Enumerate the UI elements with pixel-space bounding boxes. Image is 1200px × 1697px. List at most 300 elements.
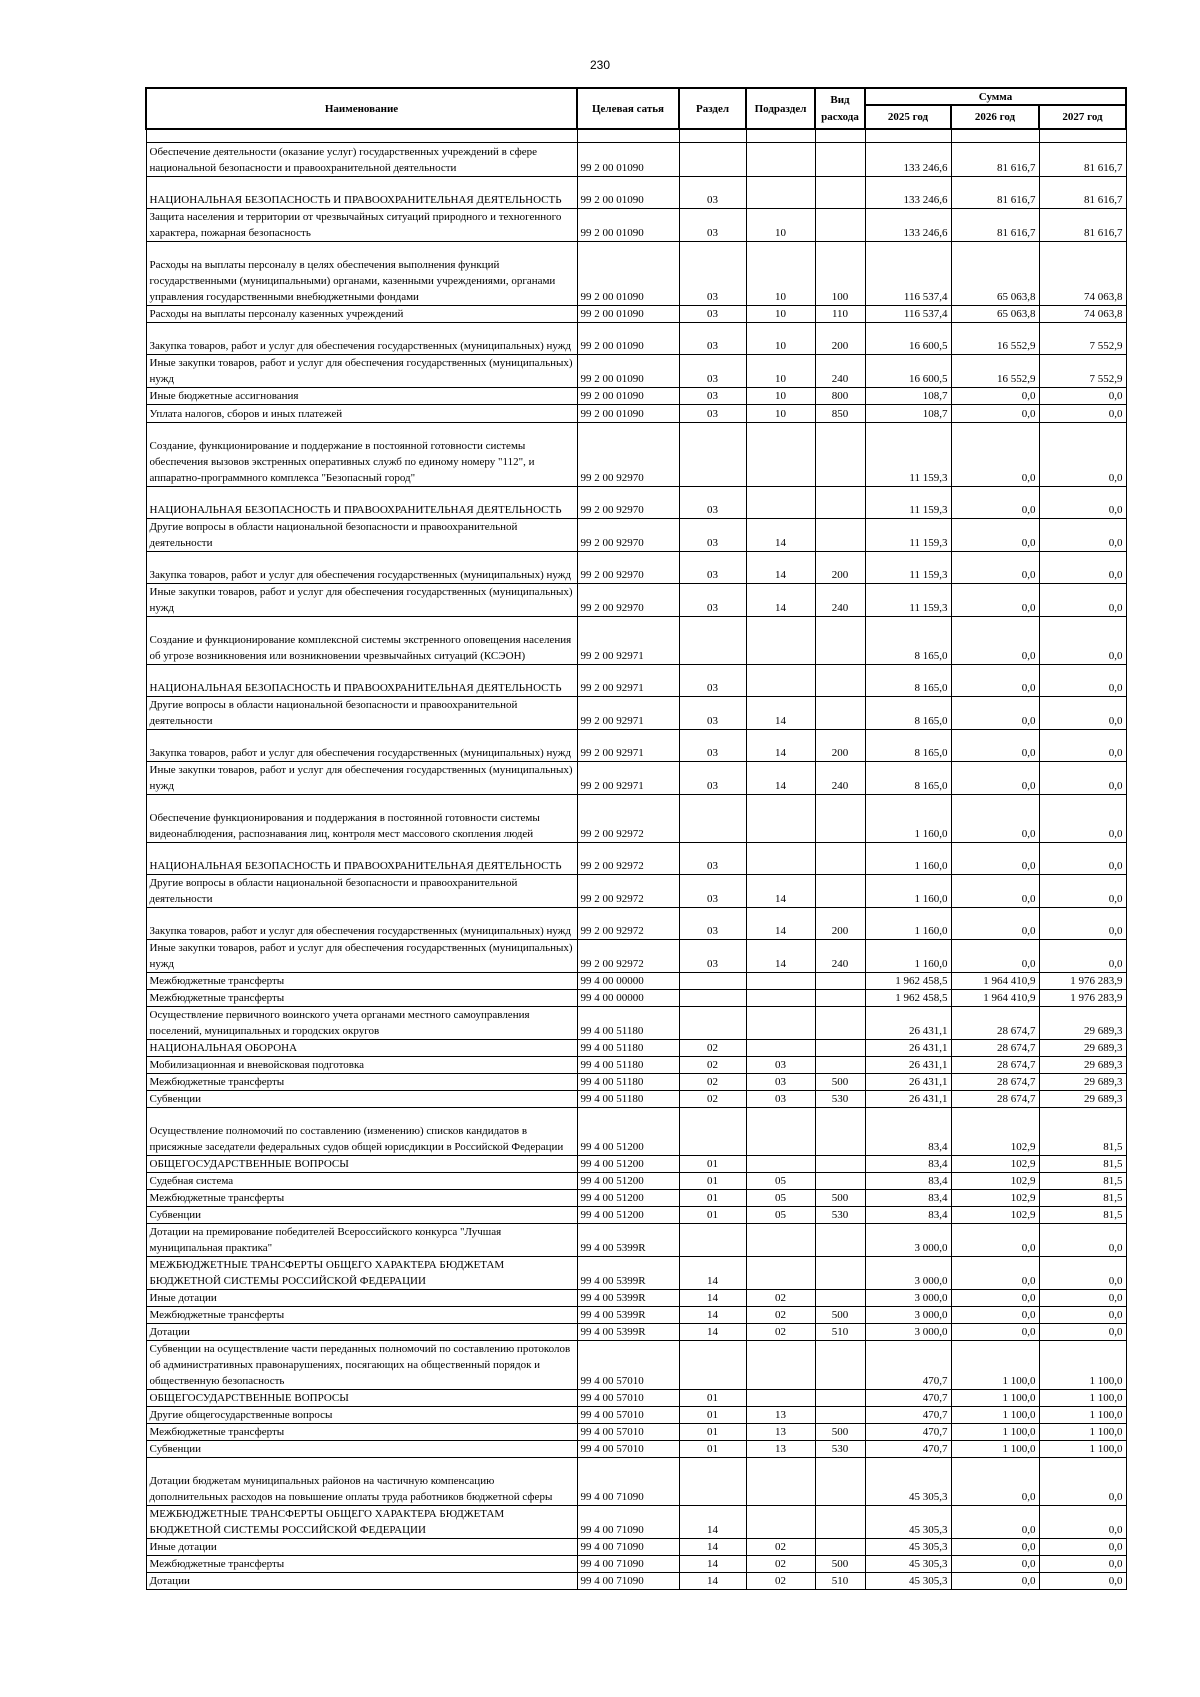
row-subsection: 02 (746, 1556, 815, 1573)
row-expense-type: 110 (815, 306, 865, 323)
row-expense-type (815, 617, 865, 665)
row-section: 03 (679, 405, 746, 423)
row-target-code: 99 4 00 71090 (577, 1556, 679, 1573)
row-section: 14 (679, 1307, 746, 1324)
row-expense-type (815, 1173, 865, 1190)
row-name: Закупка товаров, работ и услуг для обеспечения государственных (муниципальных) нужд (146, 908, 577, 940)
table-row (146, 1108, 1126, 1156)
row-section: 02 (679, 1057, 746, 1074)
table-row (146, 1424, 1126, 1441)
row-name: Субвенции (146, 1207, 577, 1224)
row-section: 02 (679, 1074, 746, 1091)
row-sum-2027: 81,5 (1039, 1108, 1126, 1156)
table-row (146, 552, 1126, 584)
row-expense-type (815, 1539, 865, 1556)
row-subsection: 13 (746, 1441, 815, 1458)
row-section: 14 (679, 1290, 746, 1307)
row-name: Иные дотации (146, 1290, 577, 1307)
row-section: 03 (679, 908, 746, 940)
row-target-code: 99 4 00 57010 (577, 1424, 679, 1441)
row-name: Закупка товаров, работ и услуг для обеспечения государственных (муниципальных) нужд (146, 552, 577, 584)
row-expense-type: 100 (815, 242, 865, 306)
header-2026: 2026 год (951, 105, 1039, 129)
table-row (146, 405, 1126, 423)
row-expense-type (815, 1458, 865, 1506)
row-expense-type (815, 697, 865, 730)
row-name: ОБЩЕГОСУДАРСТВЕННЫЕ ВОПРОСЫ (146, 1390, 577, 1407)
row-section (679, 617, 746, 665)
row-sum-2025: 16 600,5 (865, 355, 951, 388)
row-subsection: 13 (746, 1424, 815, 1441)
row-sum-2027: 1 100,0 (1039, 1390, 1126, 1407)
row-section: 01 (679, 1207, 746, 1224)
row-expense-type (815, 1390, 865, 1407)
row-name: Расходы на выплаты персоналу казенных учреждений (146, 306, 577, 323)
row-sum-2027: 81,5 (1039, 1207, 1126, 1224)
row-name: Субвенции (146, 1441, 577, 1458)
table-row (146, 1341, 1126, 1390)
row-section: 14 (679, 1257, 746, 1290)
row-sum-2025: 8 165,0 (865, 665, 951, 697)
row-target-code: 99 2 00 92971 (577, 730, 679, 762)
table-row (146, 1390, 1126, 1407)
row-sum-2026: 0,0 (951, 1257, 1039, 1290)
row-sum-2027: 81,5 (1039, 1190, 1126, 1207)
row-sum-2026: 28 674,7 (951, 1040, 1039, 1057)
row-sum-2026: 28 674,7 (951, 1074, 1039, 1091)
row-subsection: 14 (746, 875, 815, 908)
row-sum-2026: 0,0 (951, 762, 1039, 795)
row-expense-type (815, 795, 865, 843)
table-gap-row (146, 129, 1126, 143)
row-section: 01 (679, 1390, 746, 1407)
row-target-code: 99 2 00 92970 (577, 584, 679, 617)
row-subsection (746, 1341, 815, 1390)
table-row (146, 795, 1126, 843)
row-name: Дотации (146, 1324, 577, 1341)
row-subsection: 10 (746, 209, 815, 242)
row-expense-type (815, 1224, 865, 1257)
row-section: 14 (679, 1506, 746, 1539)
row-sum-2026: 28 674,7 (951, 1007, 1039, 1040)
row-expense-type (815, 875, 865, 908)
row-sum-2026: 0,0 (951, 843, 1039, 875)
row-sum-2027: 0,0 (1039, 1458, 1126, 1506)
row-sum-2027: 81 616,7 (1039, 177, 1126, 209)
row-section: 01 (679, 1407, 746, 1424)
row-section: 03 (679, 355, 746, 388)
header-name: Наименование (146, 88, 577, 129)
row-expense-type: 850 (815, 405, 865, 423)
row-sum-2025: 470,7 (865, 1424, 951, 1441)
row-sum-2026: 81 616,7 (951, 177, 1039, 209)
row-sum-2025: 116 537,4 (865, 306, 951, 323)
row-sum-2025: 3 000,0 (865, 1324, 951, 1341)
table-row (146, 1506, 1126, 1539)
row-name: Создание, функционирование и поддержание в постоянной готовности системы обеспечения вызовов экстренных оперативных служб по единому номеру "112", и аппаратно-программного комплекса "Безопасный город" (146, 423, 577, 487)
row-sum-2026: 0,0 (951, 487, 1039, 519)
row-expense-type: 500 (815, 1307, 865, 1324)
row-sum-2027: 0,0 (1039, 405, 1126, 423)
row-sum-2027: 29 689,3 (1039, 1074, 1126, 1091)
row-name: НАЦИОНАЛЬНАЯ БЕЗОПАСНОСТЬ И ПРАВООХРАНИТЕЛЬНАЯ ДЕЯТЕЛЬНОСТЬ (146, 487, 577, 519)
row-sum-2027: 0,0 (1039, 388, 1126, 405)
row-sum-2027: 7 552,9 (1039, 355, 1126, 388)
row-name: Иные закупки товаров, работ и услуг для обеспечения государственных (муниципальных) нужд (146, 584, 577, 617)
row-sum-2026: 0,0 (951, 1324, 1039, 1341)
row-sum-2025: 11 159,3 (865, 487, 951, 519)
row-sum-2027: 81 616,7 (1039, 209, 1126, 242)
header-2027: 2027 год (1039, 105, 1126, 129)
row-subsection (746, 665, 815, 697)
row-expense-type: 530 (815, 1207, 865, 1224)
row-sum-2025: 1 160,0 (865, 795, 951, 843)
row-expense-type (815, 1007, 865, 1040)
row-subsection: 03 (746, 1091, 815, 1108)
table-row (146, 1257, 1126, 1290)
row-section (679, 990, 746, 1007)
row-target-code: 99 4 00 71090 (577, 1506, 679, 1539)
row-target-code: 99 4 00 71090 (577, 1458, 679, 1506)
row-sum-2026: 81 616,7 (951, 209, 1039, 242)
row-expense-type (815, 487, 865, 519)
row-sum-2025: 83,4 (865, 1108, 951, 1156)
row-expense-type (815, 1156, 865, 1173)
row-name: Дотации бюджетам муниципальных районов на частичную компенсацию дополнительных расходов на повышение оплаты труда работников бюджетной сферы (146, 1458, 577, 1506)
row-sum-2025: 1 160,0 (865, 875, 951, 908)
row-section: 14 (679, 1573, 746, 1590)
table-row (146, 1458, 1126, 1506)
row-sum-2026: 0,0 (951, 1458, 1039, 1506)
row-target-code: 99 4 00 51200 (577, 1156, 679, 1173)
row-section: 03 (679, 209, 746, 242)
row-target-code: 99 2 00 01090 (577, 388, 679, 405)
row-sum-2027: 0,0 (1039, 843, 1126, 875)
row-sum-2025: 1 962 458,5 (865, 973, 951, 990)
table-row (146, 617, 1126, 665)
row-subsection: 10 (746, 306, 815, 323)
table-row (146, 665, 1126, 697)
row-name: Закупка товаров, работ и услуг для обеспечения государственных (муниципальных) нужд (146, 730, 577, 762)
row-sum-2025: 26 431,1 (865, 1091, 951, 1108)
row-name: Иные закупки товаров, работ и услуг для обеспечения государственных (муниципальных) нужд (146, 940, 577, 973)
row-expense-type: 500 (815, 1074, 865, 1091)
row-target-code: 99 2 00 92970 (577, 423, 679, 487)
row-expense-type: 240 (815, 584, 865, 617)
row-sum-2025: 11 159,3 (865, 584, 951, 617)
row-sum-2026: 28 674,7 (951, 1057, 1039, 1074)
row-section: 03 (679, 306, 746, 323)
row-target-code: 99 4 00 51180 (577, 1074, 679, 1091)
row-section: 03 (679, 875, 746, 908)
row-subsection (746, 143, 815, 177)
row-subsection: 14 (746, 584, 815, 617)
row-sum-2025: 26 431,1 (865, 1074, 951, 1091)
table-row (146, 697, 1126, 730)
row-expense-type: 200 (815, 908, 865, 940)
row-sum-2025: 16 600,5 (865, 323, 951, 355)
row-sum-2025: 8 165,0 (865, 730, 951, 762)
row-sum-2025: 45 305,3 (865, 1539, 951, 1556)
table-row (146, 1173, 1126, 1190)
table-row (146, 209, 1126, 242)
table-row (146, 973, 1126, 990)
row-target-code: 99 4 00 51200 (577, 1207, 679, 1224)
row-subsection (746, 1458, 815, 1506)
row-sum-2025: 11 159,3 (865, 519, 951, 552)
row-sum-2027: 0,0 (1039, 1556, 1126, 1573)
row-sum-2025: 8 165,0 (865, 762, 951, 795)
row-sum-2026: 16 552,9 (951, 323, 1039, 355)
row-sum-2026: 1 100,0 (951, 1341, 1039, 1390)
row-section: 14 (679, 1539, 746, 1556)
row-name: НАЦИОНАЛЬНАЯ БЕЗОПАСНОСТЬ И ПРАВООХРАНИТЕЛЬНАЯ ДЕЯТЕЛЬНОСТЬ (146, 843, 577, 875)
row-name: Дотации (146, 1573, 577, 1590)
row-expense-type: 240 (815, 355, 865, 388)
row-target-code: 99 2 00 92972 (577, 795, 679, 843)
row-sum-2025: 26 431,1 (865, 1057, 951, 1074)
row-sum-2026: 65 063,8 (951, 306, 1039, 323)
row-subsection: 03 (746, 1057, 815, 1074)
row-name: Защита населения и территории от чрезвычайных ситуаций природного и техногенного характера, пожарная безопасность (146, 209, 577, 242)
row-sum-2026: 1 964 410,9 (951, 990, 1039, 1007)
row-subsection (746, 1156, 815, 1173)
row-sum-2027: 74 063,8 (1039, 306, 1126, 323)
row-name: Иные закупки товаров, работ и услуг для обеспечения государственных (муниципальных) нужд (146, 762, 577, 795)
row-target-code: 99 4 00 57010 (577, 1441, 679, 1458)
row-name: Иные бюджетные ассигнования (146, 388, 577, 405)
row-target-code: 99 2 00 92972 (577, 875, 679, 908)
row-name: Межбюджетные трансферты (146, 1556, 577, 1573)
row-target-code: 99 2 00 92972 (577, 940, 679, 973)
row-section: 03 (679, 665, 746, 697)
row-expense-type (815, 1341, 865, 1390)
table-row (146, 584, 1126, 617)
row-expense-type: 510 (815, 1324, 865, 1341)
row-target-code: 99 2 00 01090 (577, 355, 679, 388)
row-section: 03 (679, 323, 746, 355)
row-sum-2027: 0,0 (1039, 1539, 1126, 1556)
row-section (679, 795, 746, 843)
row-subsection: 02 (746, 1307, 815, 1324)
table-row (146, 306, 1126, 323)
row-sum-2026: 0,0 (951, 519, 1039, 552)
row-sum-2027: 0,0 (1039, 617, 1126, 665)
row-section: 03 (679, 242, 746, 306)
row-expense-type (815, 843, 865, 875)
row-sum-2025: 83,4 (865, 1156, 951, 1173)
header-target: Целевая сатья (577, 88, 679, 129)
row-sum-2027: 0,0 (1039, 1506, 1126, 1539)
row-sum-2025: 133 246,6 (865, 143, 951, 177)
row-target-code: 99 2 00 92970 (577, 552, 679, 584)
row-sum-2025: 470,7 (865, 1390, 951, 1407)
row-subsection (746, 973, 815, 990)
row-sum-2026: 0,0 (951, 405, 1039, 423)
table-row (146, 843, 1126, 875)
table-row (146, 1307, 1126, 1324)
row-name: Другие вопросы в области национальной безопасности и правоохранительной деятельности (146, 519, 577, 552)
row-expense-type (815, 519, 865, 552)
row-sum-2026: 0,0 (951, 388, 1039, 405)
header-expense-type: Вид расхода (815, 88, 865, 129)
row-expense-type (815, 423, 865, 487)
row-subsection: 02 (746, 1573, 815, 1590)
row-subsection: 10 (746, 323, 815, 355)
row-expense-type (815, 177, 865, 209)
row-name: Другие вопросы в области национальной безопасности и правоохранительной деятельности (146, 875, 577, 908)
row-sum-2026: 1 100,0 (951, 1441, 1039, 1458)
row-name: Межбюджетные трансферты (146, 1307, 577, 1324)
row-name: Другие вопросы в области национальной безопасности и правоохранительной деятельности (146, 697, 577, 730)
row-subsection: 14 (746, 552, 815, 584)
row-sum-2026: 0,0 (951, 1224, 1039, 1257)
row-sum-2025: 3 000,0 (865, 1307, 951, 1324)
row-subsection: 14 (746, 908, 815, 940)
row-sum-2027: 0,0 (1039, 795, 1126, 843)
row-section: 03 (679, 843, 746, 875)
row-sum-2025: 108,7 (865, 388, 951, 405)
row-sum-2025: 45 305,3 (865, 1573, 951, 1590)
row-sum-2027: 1 100,0 (1039, 1341, 1126, 1390)
row-subsection (746, 423, 815, 487)
row-sum-2026: 0,0 (951, 617, 1039, 665)
table-row (146, 1156, 1126, 1173)
row-target-code: 99 2 00 01090 (577, 242, 679, 306)
row-sum-2026: 1 100,0 (951, 1424, 1039, 1441)
row-sum-2027: 29 689,3 (1039, 1091, 1126, 1108)
row-subsection: 14 (746, 730, 815, 762)
row-target-code: 99 4 00 5399R (577, 1224, 679, 1257)
row-name: Создание и функционирование комплексной системы экстренного оповещения населения об угрозе возникновения или возникновении чрезвычайных ситуаций (КСЭОН) (146, 617, 577, 665)
row-sum-2026: 102,9 (951, 1173, 1039, 1190)
row-name: Осуществление первичного воинского учета органами местного самоуправления поселений, муниципальных и городских округов (146, 1007, 577, 1040)
table-row (146, 423, 1126, 487)
row-subsection: 14 (746, 519, 815, 552)
row-name: Судебная система (146, 1173, 577, 1190)
row-sum-2026: 0,0 (951, 697, 1039, 730)
row-target-code: 99 2 00 01090 (577, 405, 679, 423)
budget-table (145, 87, 1127, 1590)
row-target-code: 99 2 00 01090 (577, 177, 679, 209)
row-subsection (746, 487, 815, 519)
table-row (146, 1407, 1126, 1424)
row-section: 03 (679, 697, 746, 730)
row-subsection (746, 1007, 815, 1040)
table-row (146, 1057, 1126, 1074)
row-expense-type: 510 (815, 1573, 865, 1590)
row-target-code: 99 2 00 92972 (577, 908, 679, 940)
row-subsection (746, 843, 815, 875)
row-sum-2026: 0,0 (951, 940, 1039, 973)
row-expense-type: 200 (815, 552, 865, 584)
row-sum-2026: 0,0 (951, 1573, 1039, 1590)
table-row (146, 323, 1126, 355)
row-name: Межбюджетные трансферты (146, 1074, 577, 1091)
row-sum-2026: 28 674,7 (951, 1091, 1039, 1108)
row-name: Расходы на выплаты персоналу в целях обеспечения выполнения функций государственными (муниципальными) органами, казенными учреждениями, органами управления государственными внебюджетными фондами (146, 242, 577, 306)
table-row (146, 1539, 1126, 1556)
row-target-code: 99 4 00 51200 (577, 1108, 679, 1156)
row-sum-2026: 102,9 (951, 1156, 1039, 1173)
row-target-code: 99 2 00 92971 (577, 762, 679, 795)
row-sum-2025: 45 305,3 (865, 1458, 951, 1506)
row-section (679, 1007, 746, 1040)
table-row (146, 940, 1126, 973)
row-name: Закупка товаров, работ и услуг для обеспечения государственных (муниципальных) нужд (146, 323, 577, 355)
row-sum-2027: 0,0 (1039, 908, 1126, 940)
row-sum-2025: 83,4 (865, 1190, 951, 1207)
row-expense-type (815, 1257, 865, 1290)
row-sum-2026: 16 552,9 (951, 355, 1039, 388)
row-target-code: 99 4 00 00000 (577, 973, 679, 990)
row-section: 03 (679, 762, 746, 795)
row-sum-2027: 0,0 (1039, 552, 1126, 584)
row-sum-2026: 0,0 (951, 1556, 1039, 1573)
row-section (679, 973, 746, 990)
row-sum-2027: 0,0 (1039, 875, 1126, 908)
row-sum-2026: 0,0 (951, 1506, 1039, 1539)
row-subsection (746, 1257, 815, 1290)
row-section: 03 (679, 584, 746, 617)
row-name: Субвенции (146, 1091, 577, 1108)
row-sum-2027: 74 063,8 (1039, 242, 1126, 306)
row-subsection: 14 (746, 762, 815, 795)
row-target-code: 99 2 00 01090 (577, 306, 679, 323)
row-name: Другие общегосударственные вопросы (146, 1407, 577, 1424)
header-section: Раздел (679, 88, 746, 129)
row-subsection: 10 (746, 355, 815, 388)
row-sum-2026: 1 100,0 (951, 1407, 1039, 1424)
table-row (146, 730, 1126, 762)
row-subsection (746, 1224, 815, 1257)
row-name: Иные дотации (146, 1539, 577, 1556)
row-section: 01 (679, 1190, 746, 1207)
row-name: Субвенции на осуществление части переданных полномочий по составлению протоколов об административных правонарушениях, посягающих на общественный порядок и общественную безопасность (146, 1341, 577, 1390)
row-sum-2025: 1 160,0 (865, 908, 951, 940)
row-sum-2025: 470,7 (865, 1441, 951, 1458)
row-expense-type: 500 (815, 1556, 865, 1573)
table-row (146, 1040, 1126, 1057)
row-target-code: 99 2 00 92970 (577, 487, 679, 519)
row-sum-2026: 102,9 (951, 1108, 1039, 1156)
row-sum-2025: 1 160,0 (865, 940, 951, 973)
row-subsection: 14 (746, 697, 815, 730)
row-subsection (746, 1108, 815, 1156)
row-name: Мобилизационная и вневойсковая подготовка (146, 1057, 577, 1074)
row-sum-2027: 81 616,7 (1039, 143, 1126, 177)
row-sum-2027: 0,0 (1039, 697, 1126, 730)
table-row (146, 990, 1126, 1007)
row-name: Межбюджетные трансферты (146, 973, 577, 990)
row-expense-type (815, 1040, 865, 1057)
table-row (146, 1556, 1126, 1573)
row-target-code: 99 2 00 01090 (577, 209, 679, 242)
row-name: Обеспечение функционирования и поддержания в постоянной готовности системы видеонаблюдения, распознавания лиц, контроля мест массового скопления людей (146, 795, 577, 843)
row-sum-2027: 7 552,9 (1039, 323, 1126, 355)
row-sum-2027: 0,0 (1039, 584, 1126, 617)
row-sum-2026: 102,9 (951, 1190, 1039, 1207)
row-section (679, 1108, 746, 1156)
row-sum-2026: 102,9 (951, 1207, 1039, 1224)
row-name: Уплата налогов, сборов и иных платежей (146, 405, 577, 423)
row-subsection: 02 (746, 1290, 815, 1307)
row-section: 03 (679, 940, 746, 973)
row-section: 03 (679, 388, 746, 405)
row-sum-2027: 0,0 (1039, 762, 1126, 795)
row-expense-type: 500 (815, 1190, 865, 1207)
header-sum: Сумма (865, 88, 1126, 105)
